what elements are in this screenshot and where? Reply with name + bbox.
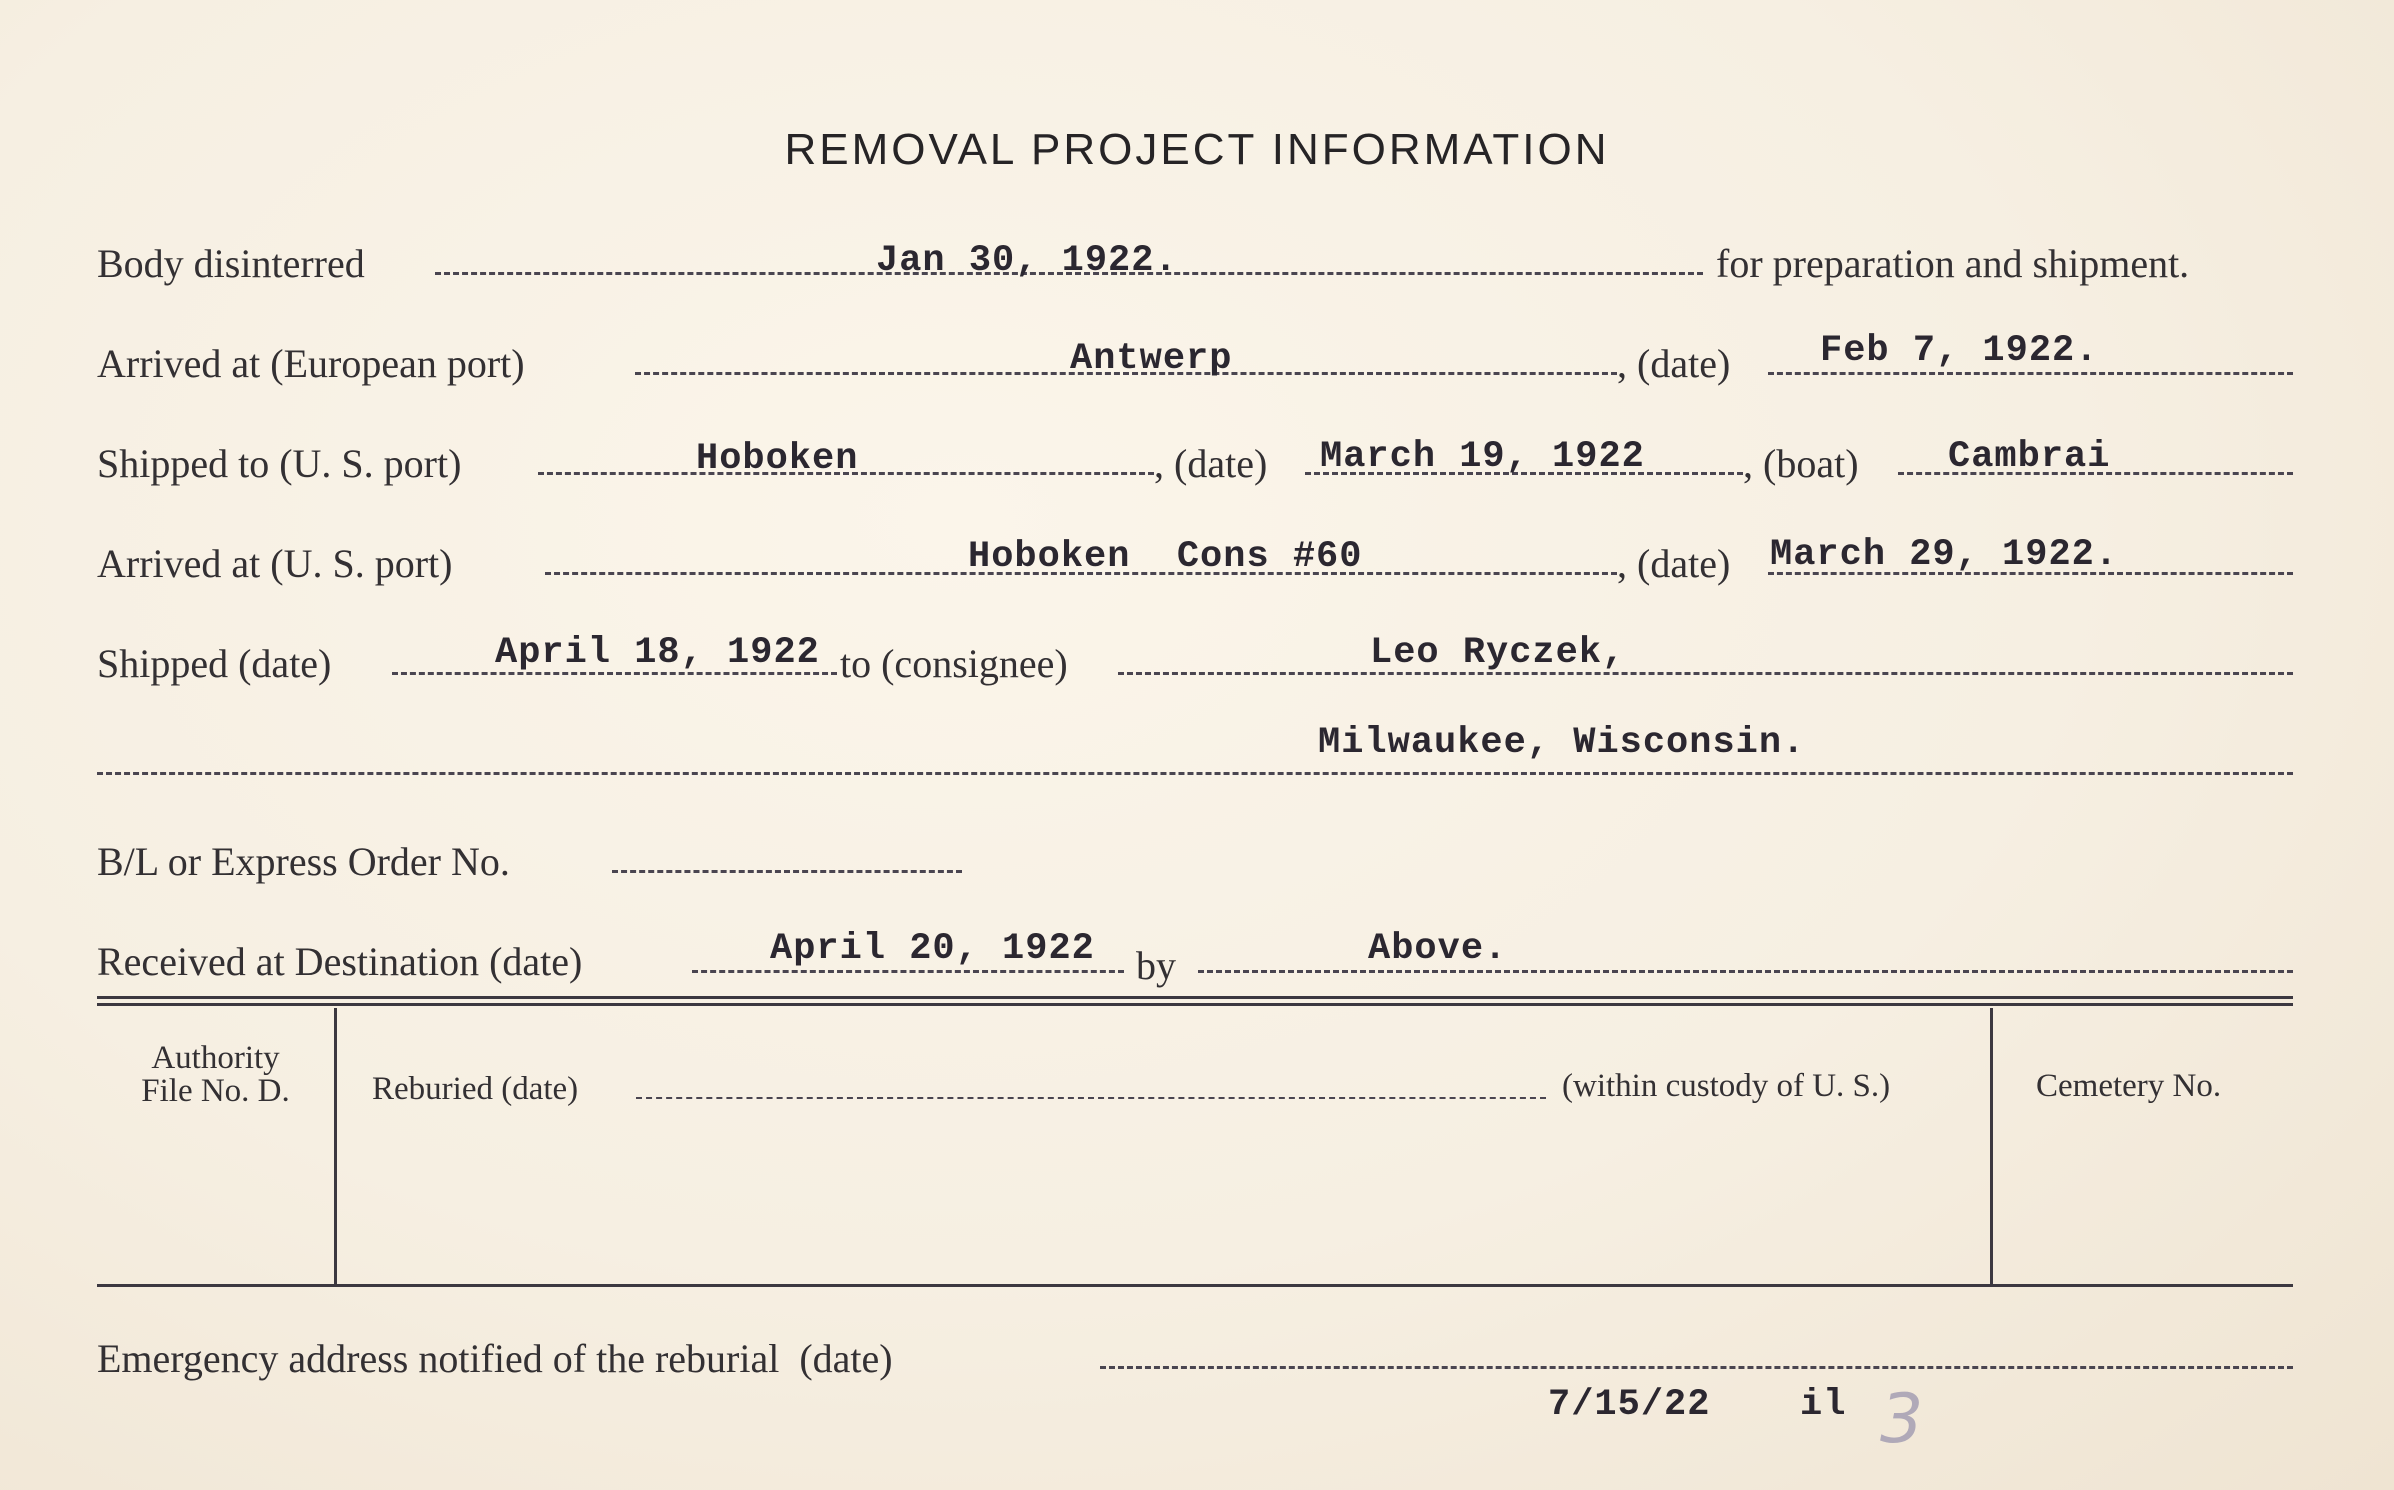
shipped-us-boat-value: Cambrai — [1948, 436, 2111, 478]
emergency-line — [1100, 1366, 2293, 1369]
disinterred-suffix: for preparation and shipment. — [1716, 241, 2190, 286]
disinterred-date-value: Jan 30, 1922. — [876, 240, 1178, 282]
arrived-europe-label: Arrived at (European port) — [97, 341, 525, 386]
pencil-mark: 3 — [1880, 1380, 1924, 1459]
authority-label-1: Authority — [151, 1040, 280, 1076]
arrived-europe-date-label: , (date) — [1617, 341, 1731, 386]
footer-date-stamp: 7/15/22 — [1548, 1384, 1711, 1426]
arrived-us-date-value: March 29, 1922. — [1770, 534, 2119, 576]
received-by-value: Above. — [1368, 928, 1508, 970]
received-date-line — [692, 970, 1124, 973]
cemetery-label: Cemetery No. — [2036, 1068, 2222, 1104]
footer-initials: il — [1800, 1384, 1847, 1426]
shipped-us-port-value: Hoboken — [696, 438, 859, 480]
shipped-date-label: Shipped (date) — [97, 641, 332, 686]
arrived-us-label: Arrived at (U. S. port) — [97, 541, 453, 586]
shipped-us-boat-label: , (boat) — [1743, 441, 1859, 486]
consignee-address-value: Milwaukee, Wisconsin. — [1318, 722, 1806, 764]
custody-label: (within custody of U. S.) — [1562, 1068, 1891, 1104]
shipped-date-value: April 18, 1922 — [495, 632, 820, 674]
bl-label: B/L or Express Order No. — [97, 839, 510, 884]
table-bottom-rule — [97, 1284, 2293, 1287]
consignee-value: Leo Ryczek, — [1370, 632, 1626, 674]
shipped-us-label: Shipped to (U. S. port) — [97, 441, 462, 486]
arrived-europe-date-value: Feb 7, 1922. — [1820, 330, 2099, 372]
received-date-value: April 20, 1922 — [770, 928, 1095, 970]
reburied-label: Reburied (date) — [372, 1071, 579, 1107]
consignee-label: to (consignee) — [840, 641, 1068, 686]
bl-line — [612, 870, 962, 873]
arrived-us-date-label: , (date) — [1617, 541, 1731, 586]
table-divider-left — [334, 1008, 337, 1285]
received-by-line — [1198, 970, 2293, 973]
arrived-europe-date-line — [1768, 372, 2293, 375]
received-by-label: by — [1136, 943, 1176, 988]
authority-label-2: File No. D. — [141, 1073, 290, 1109]
received-label: Received at Destination (date) — [97, 939, 583, 984]
table-top-rule-1 — [97, 996, 2293, 999]
arrived-europe-port-value: Antwerp — [1070, 338, 1233, 380]
disinterred-label: Body disinterred — [97, 241, 365, 286]
reburied-line — [636, 1097, 1546, 1099]
arrived-us-port-value: Hoboken Cons #60 — [968, 536, 1363, 578]
address-line — [97, 772, 2293, 775]
shipped-us-date-label: , (date) — [1154, 441, 1268, 486]
table-divider-right — [1990, 1008, 1993, 1285]
card-title: REMOVAL PROJECT INFORMATION — [784, 125, 1610, 174]
shipped-us-date-value: March 19, 1922 — [1320, 436, 1645, 478]
table-top-rule-2 — [97, 1003, 2293, 1006]
consignee-line — [1118, 672, 2293, 675]
emergency-label: Emergency address notified of the reburial (date) — [97, 1336, 893, 1381]
